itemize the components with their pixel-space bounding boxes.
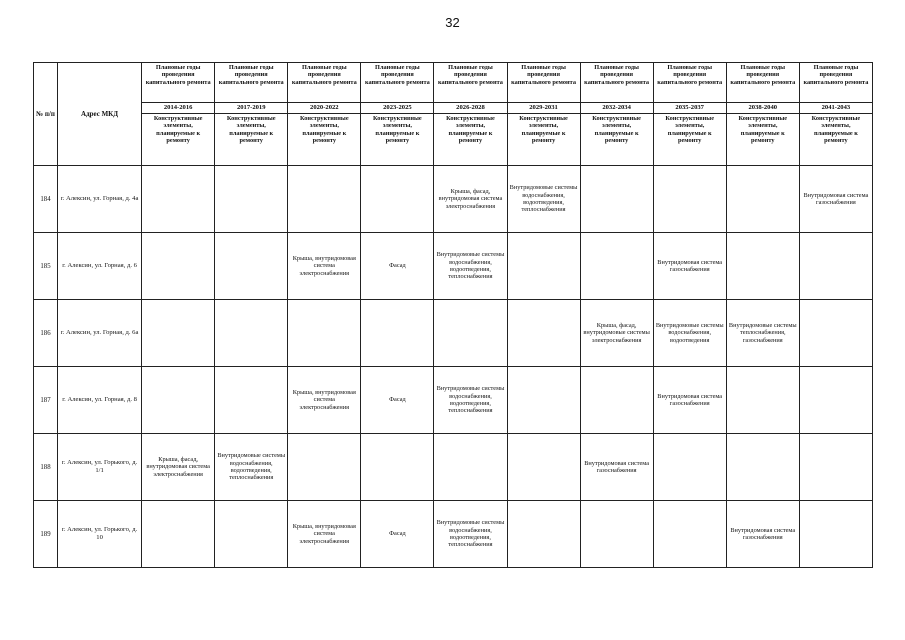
year-range-header: 2023-2025	[361, 103, 434, 114]
repair-elements-cell: Внутридомовые системы водоснабжения, водоотведения	[653, 300, 726, 367]
repair-elements-cell	[507, 300, 580, 367]
row-address: г. Алексин, ул. Горная, д. 6	[58, 233, 142, 300]
repair-elements-cell	[799, 501, 872, 568]
repair-elements-cell	[653, 501, 726, 568]
year-range-header: 2041-2043	[799, 103, 872, 114]
table-body	[34, 166, 873, 568]
repair-elements-cell	[726, 166, 799, 233]
row-address: г. Алексин, ул. Горького, д. 10	[58, 501, 142, 568]
repair-elements-cell	[288, 434, 361, 501]
repair-elements-cell	[215, 300, 288, 367]
column-header-address: Адрес МКД	[58, 63, 142, 166]
repair-elements-cell	[580, 367, 653, 434]
table-row	[34, 166, 873, 233]
elements-header: Конструктивные элементы, планируемые к ремонту	[580, 114, 653, 166]
row-address: г. Алексин, ул. Горная, д. 6а	[58, 300, 142, 367]
table-row	[34, 501, 873, 568]
row-number: 188	[34, 434, 58, 501]
elements-header: Конструктивные элементы, планируемые к ремонту	[288, 114, 361, 166]
repair-elements-cell: Фасад	[361, 501, 434, 568]
period-header: Плановые годы проведения капитального ремонта	[142, 63, 215, 103]
table-row	[34, 367, 873, 434]
repair-elements-cell: Внутридомовая система газоснабжения	[799, 166, 872, 233]
period-header: Плановые годы проведения капитального ремонта	[434, 63, 507, 103]
repair-elements-cell	[580, 501, 653, 568]
capital-repair-plan-table	[33, 62, 873, 568]
period-header: Плановые годы проведения капитального ремонта	[799, 63, 872, 103]
elements-header: Конструктивные элементы, планируемые к ремонту	[361, 114, 434, 166]
repair-elements-cell	[580, 233, 653, 300]
repair-elements-cell: Внутридомовая система газоснабжения	[580, 434, 653, 501]
year-range-header: 2014-2016	[142, 103, 215, 114]
row-number: 187	[34, 367, 58, 434]
repair-elements-cell: Крыша, фасад, внутридомовая система электроснабжения	[142, 434, 215, 501]
repair-elements-cell	[215, 166, 288, 233]
repair-elements-cell	[653, 166, 726, 233]
elements-header: Конструктивные элементы, планируемые к ремонту	[799, 114, 872, 166]
repair-elements-cell	[215, 367, 288, 434]
elements-header: Конструктивные элементы, планируемые к ремонту	[142, 114, 215, 166]
repair-elements-cell	[142, 166, 215, 233]
repair-elements-cell	[507, 501, 580, 568]
repair-elements-cell: Крыша, внутридомовая система электроснабжения	[288, 501, 361, 568]
repair-elements-cell: Крыша, внутридомовая система электроснабжения	[288, 233, 361, 300]
repair-elements-cell	[580, 166, 653, 233]
repair-elements-cell	[726, 233, 799, 300]
repair-elements-cell	[142, 367, 215, 434]
elements-header: Конструктивные элементы, планируемые к ремонту	[215, 114, 288, 166]
period-header: Плановые годы проведения капитального ремонта	[288, 63, 361, 103]
period-header: Плановые годы проведения капитального ремонта	[215, 63, 288, 103]
repair-elements-cell	[726, 434, 799, 501]
elements-header: Конструктивные элементы, планируемые к ремонту	[653, 114, 726, 166]
period-header: Плановые годы проведения капитального ремонта	[507, 63, 580, 103]
year-range-header: 2026-2028	[434, 103, 507, 114]
year-range-header: 2020-2022	[288, 103, 361, 114]
repair-elements-cell	[215, 501, 288, 568]
repair-elements-cell	[288, 300, 361, 367]
repair-elements-cell: Внутридомовая система газоснабжения	[653, 367, 726, 434]
repair-elements-cell: Внутридомовая система газоснабжения	[653, 233, 726, 300]
row-address: г. Алексин, ул. Горная, д. 8	[58, 367, 142, 434]
period-header: Плановые годы проведения капитального ремонта	[726, 63, 799, 103]
repair-elements-cell	[361, 434, 434, 501]
repair-elements-cell: Крыша, внутридомовая система электроснабжения	[288, 367, 361, 434]
period-header: Плановые годы проведения капитального ремонта	[653, 63, 726, 103]
elements-header: Конструктивные элементы, планируемые к ремонту	[507, 114, 580, 166]
column-header-number: № п/п	[34, 63, 58, 166]
row-number: 184	[34, 166, 58, 233]
repair-elements-cell	[507, 367, 580, 434]
table-header	[34, 63, 873, 166]
repair-elements-cell	[799, 300, 872, 367]
year-range-header: 2029-2031	[507, 103, 580, 114]
row-number: 186	[34, 300, 58, 367]
repair-elements-cell: Внутридомовая система газоснабжения	[726, 501, 799, 568]
repair-elements-cell: Крыша, фасад, внутридомовая система электроснабжения	[434, 166, 507, 233]
repair-elements-cell	[361, 166, 434, 233]
row-address: г. Алексин, ул. Горького, д. 1/1	[58, 434, 142, 501]
repair-elements-cell	[799, 367, 872, 434]
elements-header: Конструктивные элементы, планируемые к ремонту	[726, 114, 799, 166]
repair-elements-cell: Крыша, фасад, внутридомовые системы электроснабжения	[580, 300, 653, 367]
year-range-header: 2035-2037	[653, 103, 726, 114]
table-row	[34, 434, 873, 501]
repair-elements-cell	[361, 300, 434, 367]
year-range-header: 2032-2034	[580, 103, 653, 114]
repair-elements-cell: Внутридомовые системы водоснабжения, водоотведения, теплоснабжения	[434, 233, 507, 300]
repair-elements-cell	[215, 233, 288, 300]
table-row	[34, 300, 873, 367]
repair-elements-cell	[507, 434, 580, 501]
repair-elements-cell: Внутридомовые системы водоснабжения, водоотведения, теплоснабжения	[434, 367, 507, 434]
row-number: 189	[34, 501, 58, 568]
repair-elements-cell	[434, 300, 507, 367]
repair-elements-cell	[799, 233, 872, 300]
repair-elements-cell	[142, 233, 215, 300]
repair-elements-cell: Внутридомовые системы теплоснабжения, газоснабжения	[726, 300, 799, 367]
repair-elements-cell: Фасад	[361, 367, 434, 434]
repair-elements-cell: Внутридомовые системы водоснабжения, водоотведения, теплоснабжения	[507, 166, 580, 233]
repair-elements-cell	[288, 166, 361, 233]
period-header: Плановые годы проведения капитального ремонта	[580, 63, 653, 103]
repair-elements-cell	[142, 501, 215, 568]
repair-elements-cell: Фасад	[361, 233, 434, 300]
repair-elements-cell	[507, 233, 580, 300]
repair-elements-cell	[653, 434, 726, 501]
row-number: 185	[34, 233, 58, 300]
year-range-header: 2038-2040	[726, 103, 799, 114]
repair-elements-cell	[799, 434, 872, 501]
table-row	[34, 233, 873, 300]
elements-header: Конструктивные элементы, планируемые к ремонту	[434, 114, 507, 166]
page-number: 32	[445, 15, 460, 30]
repair-elements-cell	[726, 367, 799, 434]
year-range-header: 2017-2019	[215, 103, 288, 114]
row-address: г. Алексин, ул. Горная, д. 4а	[58, 166, 142, 233]
period-header: Плановые годы проведения капитального ремонта	[361, 63, 434, 103]
repair-elements-cell: Внутридомовые системы водоснабжения, водоотведения, теплоснабжения	[434, 501, 507, 568]
repair-elements-cell: Внутридомовые системы водоснабжения, водоотведения, теплоснабжения	[215, 434, 288, 501]
repair-elements-cell	[142, 300, 215, 367]
repair-elements-cell	[434, 434, 507, 501]
